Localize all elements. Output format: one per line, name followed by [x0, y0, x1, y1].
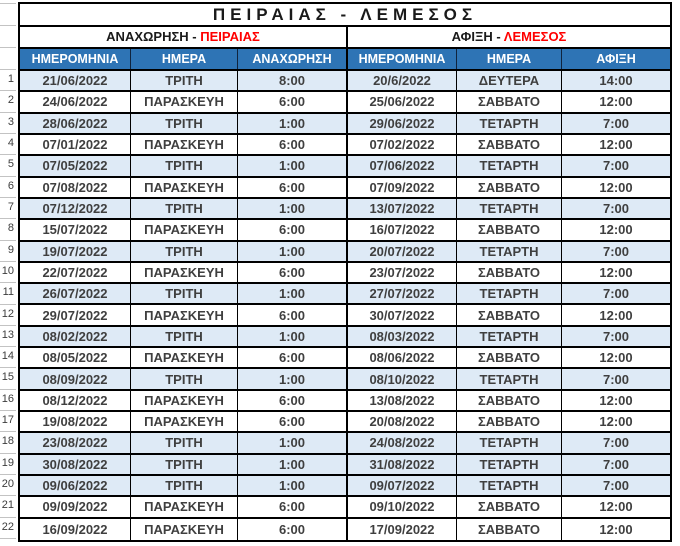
cell-arr-day[interactable]: ΤΕΤΑΡΤΗ — [456, 476, 561, 495]
row-number[interactable]: 16 — [1, 392, 14, 405]
cell-arr-date[interactable]: 30/07/2022 — [346, 305, 456, 324]
cell-dep-day[interactable]: ΠΑΡΑΣΚΕΥΗ — [130, 412, 237, 431]
cell-dep-time[interactable]: 6:00 — [237, 497, 346, 516]
table-row — [20, 327, 670, 348]
cell-dep-time[interactable]: 1:00 — [237, 284, 346, 303]
cell-arr-date[interactable]: 31/08/2022 — [346, 455, 456, 474]
cell-arr-time[interactable]: 12:00 — [561, 92, 670, 111]
cell-dep-day[interactable]: ΠΑΡΑΣΚΕΥΗ — [130, 391, 237, 410]
cell-dep-date[interactable]: 07/12/2022 — [42, 201, 108, 217]
cell-dep-time[interactable]: 6:00 — [237, 348, 346, 367]
gridline-tick — [0, 176, 16, 177]
cell-dep-time[interactable]: 1:00 — [237, 242, 346, 261]
cell-dep-date[interactable]: 09/09/2022 — [42, 499, 108, 515]
table-row — [20, 71, 670, 92]
cell-arr-time[interactable]: 12:00 — [561, 412, 670, 431]
cell-dep-time[interactable]: 8:00 — [237, 71, 346, 90]
cell-arr-day[interactable]: ΤΕΤΑΡΤΗ — [456, 242, 561, 261]
cell-dep-day[interactable]: ΠΑΡΑΣΚΕΥΗ — [130, 497, 237, 516]
cell-arr-date[interactable]: 08/06/2022 — [346, 348, 456, 367]
cell-arr-date[interactable]: 24/08/2022 — [346, 433, 456, 452]
table-row — [20, 348, 670, 369]
gridline-tick — [0, 197, 16, 198]
column-header-row — [20, 49, 670, 71]
cell-arr-day[interactable]: ΣΑΒΒΑΤΟ — [456, 135, 561, 154]
cell-dep-date[interactable]: 08/09/2022 — [42, 371, 108, 387]
table-row — [20, 114, 670, 135]
row-number[interactable]: 19 — [1, 456, 14, 469]
cell-dep-date[interactable]: 30/08/2022 — [42, 456, 108, 472]
row-number[interactable]: 6 — [7, 179, 14, 192]
cell-arr-day[interactable]: ΤΕΤΑΡΤΗ — [456, 114, 561, 133]
cell-arr-date[interactable]: 09/10/2022 — [346, 497, 456, 516]
cell-arr-time[interactable]: 7:00 — [561, 455, 670, 474]
group-header-departure[interactable] — [20, 27, 346, 47]
cell-dep-day[interactable]: ΤΡΙΤΗ — [130, 284, 237, 303]
cell-dep-date[interactable]: 08/02/2022 — [42, 328, 108, 344]
cell-dep-time[interactable]: 1:00 — [237, 433, 346, 452]
gridline-tick — [0, 47, 16, 48]
cell-arr-date[interactable]: 23/07/2022 — [346, 263, 456, 282]
row-number[interactable]: 8 — [7, 222, 14, 235]
table-row — [20, 242, 670, 263]
table-row — [20, 92, 670, 113]
table-row — [20, 135, 670, 156]
cell-dep-date[interactable]: 29/07/2022 — [42, 307, 108, 323]
cell-arr-day[interactable]: ΣΑΒΒΑΤΟ — [456, 497, 561, 516]
table-row — [20, 178, 670, 199]
cell-arr-day[interactable]: ΣΑΒΒΑΤΟ — [456, 220, 561, 239]
table-row — [20, 199, 670, 220]
row-number[interactable]: 14 — [1, 350, 14, 363]
row-number[interactable]: 21 — [1, 499, 14, 512]
gridline-tick — [0, 240, 16, 241]
gridline-tick — [0, 495, 16, 496]
gridline-tick — [0, 538, 16, 539]
cell-arr-time[interactable]: 12:00 — [561, 220, 670, 239]
cell-dep-time[interactable]: 1:00 — [237, 114, 346, 133]
cell-dep-time[interactable]: 1:00 — [237, 327, 346, 346]
cell-arr-day[interactable]: ΣΑΒΒΑΤΟ — [456, 391, 561, 410]
row-number[interactable]: 4 — [7, 136, 14, 149]
cell-dep-date[interactable]: 24/06/2022 — [42, 94, 108, 110]
col-header-arr-day[interactable]: ΗΜΕΡΑ — [456, 49, 561, 69]
table-row — [20, 519, 670, 540]
group-header-row — [20, 27, 670, 49]
table-row — [20, 156, 670, 177]
cell-dep-date[interactable]: 09/06/2022 — [42, 478, 108, 494]
cell-dep-day[interactable]: ΠΑΡΑΣΚΕΥΗ — [130, 348, 237, 367]
cell-dep-day[interactable]: ΤΡΙΤΗ — [130, 327, 237, 346]
cell-dep-day[interactable]: ΤΡΙΤΗ — [130, 242, 237, 261]
cell-dep-time[interactable]: 6:00 — [237, 391, 346, 410]
table-row — [20, 305, 670, 326]
row-number-gutter — [0, 0, 17, 546]
departure-label: ΑΝΑΧΩΡΗΣΗ - — [106, 29, 201, 44]
cell-dep-date[interactable]: 19/07/2022 — [42, 243, 108, 259]
cell-arr-date[interactable]: 20/07/2022 — [346, 242, 456, 261]
cell-arr-day[interactable]: ΣΑΒΒΑΤΟ — [456, 348, 561, 367]
cell-dep-date[interactable]: 26/07/2022 — [42, 286, 108, 302]
cell-dep-date[interactable]: 28/06/2022 — [42, 115, 108, 131]
cell-arr-day[interactable]: ΤΕΤΑΡΤΗ — [456, 327, 561, 346]
table-row — [20, 455, 670, 476]
row-number[interactable]: 5 — [7, 158, 14, 171]
col-header-arr-time[interactable]: ΑΦΙΞΗ — [561, 49, 670, 69]
cell-dep-day[interactable]: ΠΑΡΑΣΚΕΥΗ — [130, 263, 237, 282]
cell-dep-time[interactable]: 6:00 — [237, 92, 346, 111]
row-number[interactable]: 3 — [7, 115, 14, 128]
gridline-tick — [0, 3, 16, 4]
cell-arr-day[interactable]: ΣΑΒΒΑΤΟ — [456, 519, 561, 540]
cell-arr-time[interactable]: 7:00 — [561, 433, 670, 452]
table-row — [20, 497, 670, 518]
gridline-tick — [0, 304, 16, 305]
row-number[interactable]: 22 — [1, 520, 14, 533]
cell-dep-day[interactable]: ΠΑΡΑΣΚΕΥΗ — [130, 220, 237, 239]
cell-dep-date[interactable]: 22/07/2022 — [42, 264, 108, 280]
cell-arr-date[interactable]: 07/09/2022 — [346, 178, 456, 197]
cell-arr-time[interactable]: 12:00 — [561, 305, 670, 324]
cell-arr-date[interactable]: 13/08/2022 — [346, 391, 456, 410]
cell-arr-day[interactable]: ΤΕΤΑΡΤΗ — [456, 199, 561, 218]
cell-dep-time[interactable]: 6:00 — [237, 263, 346, 282]
cell-arr-date[interactable]: 25/06/2022 — [346, 92, 456, 111]
cell-dep-time[interactable]: 6:00 — [237, 178, 346, 197]
cell-dep-day[interactable]: ΠΑΡΑΣΚΕΥΗ — [130, 178, 237, 197]
row-number[interactable]: 11 — [2, 286, 14, 299]
cell-arr-day[interactable]: ΣΑΒΒΑΤΟ — [456, 178, 561, 197]
gridline-tick — [0, 367, 16, 368]
cell-dep-time[interactable]: 6:00 — [237, 305, 346, 324]
table-row — [20, 412, 670, 433]
cell-dep-date[interactable]: 16/09/2022 — [42, 521, 108, 537]
table-row — [20, 433, 670, 454]
cell-arr-time[interactable]: 12:00 — [561, 391, 670, 410]
col-header-dep-date[interactable]: ΗΜΕΡΟΜΗΝΙΑ — [20, 49, 130, 69]
cell-arr-time[interactable]: 7:00 — [561, 284, 670, 303]
cell-arr-time[interactable]: 7:00 — [561, 476, 670, 495]
cell-arr-time[interactable]: 12:00 — [561, 348, 670, 367]
cell-arr-time[interactable]: 14:00 — [561, 71, 670, 90]
cell-dep-day[interactable]: ΠΑΡΑΣΚΕΥΗ — [130, 92, 237, 111]
cell-arr-time[interactable]: 7:00 — [561, 199, 670, 218]
arrival-label: ΑΦΙΞΗ - — [451, 29, 504, 44]
cell-arr-date[interactable]: 16/07/2022 — [346, 220, 456, 239]
col-header-arr-date[interactable]: ΗΜΕΡΟΜΗΝΙΑ — [346, 49, 456, 69]
row-number[interactable]: 9 — [7, 243, 14, 256]
cell-arr-time[interactable]: 12:00 — [561, 263, 670, 282]
row-number[interactable]: 17 — [1, 414, 14, 427]
gridline-tick — [0, 112, 16, 113]
row-number[interactable]: 2 — [7, 94, 14, 107]
cell-arr-day[interactable]: ΣΑΒΒΑΤΟ — [456, 263, 561, 282]
gridline-tick — [0, 410, 16, 411]
arrival-city: ΛΕΜΕΣΟΣ — [503, 29, 567, 44]
cell-arr-day[interactable]: ΤΕΤΑΡΤΗ — [456, 284, 561, 303]
cell-dep-date[interactable]: 15/07/2022 — [42, 222, 108, 238]
cell-arr-time[interactable]: 7:00 — [561, 156, 670, 175]
departure-city: ΠΕΙΡΑΙΑΣ — [200, 29, 260, 44]
gridline-tick — [0, 218, 16, 219]
row-number[interactable]: 12 — [1, 307, 14, 320]
row-number[interactable]: 18 — [1, 435, 14, 448]
row-number[interactable]: 13 — [1, 328, 14, 341]
cell-dep-day[interactable]: ΤΡΙΤΗ — [130, 156, 237, 175]
cell-arr-time[interactable]: 7:00 — [561, 327, 670, 346]
cell-arr-date[interactable]: 08/03/2022 — [346, 327, 456, 346]
cell-dep-time[interactable]: 1:00 — [237, 156, 346, 175]
cell-dep-date[interactable]: 23/08/2022 — [42, 435, 108, 451]
cell-arr-day[interactable]: ΤΕΤΑΡΤΗ — [456, 369, 561, 388]
cell-dep-day[interactable]: ΤΡΙΤΗ — [130, 369, 237, 388]
cell-dep-date[interactable]: 07/05/2022 — [42, 158, 108, 174]
cell-arr-date[interactable]: 20/08/2022 — [346, 412, 456, 431]
gridline-tick — [0, 25, 16, 26]
gridline-tick — [0, 453, 16, 454]
cell-dep-time[interactable]: 1:00 — [237, 455, 346, 474]
cell-dep-time[interactable]: 1:00 — [237, 199, 346, 218]
cell-arr-day[interactable]: ΔΕΥΤΕΡΑ — [456, 71, 561, 90]
gridline-tick — [0, 346, 16, 347]
cell-arr-time[interactable]: 12:00 — [561, 519, 670, 540]
col-header-dep-time[interactable]: ΑΝΑΧΩΡΗΣΗ — [237, 49, 346, 69]
cell-dep-day[interactable]: ΤΡΙΤΗ — [130, 199, 237, 218]
cell-arr-time[interactable]: 7:00 — [561, 114, 670, 133]
cell-dep-day[interactable]: ΠΑΡΑΣΚΕΥΗ — [130, 305, 237, 324]
cell-arr-day[interactable]: ΤΕΤΑΡΤΗ — [456, 433, 561, 452]
cell-arr-time[interactable]: 7:00 — [561, 242, 670, 261]
row-number[interactable]: 10 — [1, 264, 14, 277]
cell-dep-time[interactable]: 6:00 — [237, 135, 346, 154]
schedule-table — [18, 2, 672, 542]
gridline-tick — [0, 431, 16, 432]
row-number[interactable]: 7 — [7, 200, 14, 213]
cell-arr-day[interactable]: ΣΑΒΒΑΤΟ — [456, 305, 561, 324]
table-body — [20, 71, 670, 540]
gridline-tick — [0, 154, 16, 155]
table-row — [20, 391, 670, 412]
cell-dep-time[interactable]: 6:00 — [237, 220, 346, 239]
cell-dep-day[interactable]: ΠΑΡΑΣΚΕΥΗ — [130, 135, 237, 154]
cell-dep-date[interactable]: 08/12/2022 — [42, 392, 108, 408]
gridline-tick — [0, 69, 16, 70]
cell-dep-day[interactable]: ΤΡΙΤΗ — [130, 114, 237, 133]
gridline-tick — [0, 474, 16, 475]
cell-dep-time[interactable]: 6:00 — [237, 412, 346, 431]
cell-arr-time[interactable]: 12:00 — [561, 178, 670, 197]
cell-dep-day[interactable]: ΤΡΙΤΗ — [130, 71, 237, 90]
cell-arr-date[interactable]: 29/06/2022 — [346, 114, 456, 133]
table-row — [20, 369, 670, 390]
cell-arr-day[interactable]: ΣΑΒΒΑΤΟ — [456, 92, 561, 111]
cell-arr-date[interactable]: 17/09/2022 — [346, 519, 456, 540]
cell-arr-day[interactable]: ΤΕΤΑΡΤΗ — [456, 455, 561, 474]
table-row — [20, 476, 670, 497]
gridline-tick — [0, 90, 16, 91]
cell-dep-date[interactable]: 08/05/2022 — [42, 350, 108, 366]
cell-dep-date[interactable]: 21/06/2022 — [42, 73, 108, 89]
cell-arr-date[interactable]: 09/07/2022 — [346, 476, 456, 495]
cell-arr-time[interactable]: 12:00 — [561, 135, 670, 154]
cell-dep-date[interactable]: 19/08/2022 — [42, 414, 108, 430]
cell-dep-time[interactable]: 6:00 — [237, 519, 346, 540]
cell-arr-date[interactable]: 20/6/2022 — [346, 71, 456, 90]
cell-dep-date[interactable]: 07/01/2022 — [42, 137, 108, 153]
cell-dep-day[interactable]: ΤΡΙΤΗ — [130, 433, 237, 452]
cell-arr-time[interactable]: 12:00 — [561, 497, 670, 516]
gridline-tick — [0, 133, 16, 134]
cell-arr-day[interactable]: ΤΕΤΑΡΤΗ — [456, 156, 561, 175]
cell-arr-date[interactable]: 27/07/2022 — [346, 284, 456, 303]
gridline-tick — [0, 389, 16, 390]
cell-arr-date[interactable]: 07/06/2022 — [346, 156, 456, 175]
table-row — [20, 263, 670, 284]
gridline-tick — [0, 261, 16, 262]
row-number[interactable]: 20 — [1, 478, 14, 491]
cell-dep-time[interactable]: 1:00 — [237, 476, 346, 495]
cell-arr-date[interactable]: 08/10/2022 — [346, 369, 456, 388]
cell-dep-time[interactable]: 1:00 — [237, 369, 346, 388]
cell-arr-date[interactable]: 07/02/2022 — [346, 135, 456, 154]
cell-arr-day[interactable]: ΣΑΒΒΑΤΟ — [456, 412, 561, 431]
row-number[interactable]: 15 — [1, 371, 14, 384]
gridline-tick — [0, 517, 16, 518]
gridline-tick — [0, 325, 16, 326]
cell-dep-day[interactable]: ΤΡΙΤΗ — [130, 455, 237, 474]
group-header-arrival[interactable] — [346, 27, 670, 47]
cell-dep-date[interactable]: 07/08/2022 — [42, 179, 108, 195]
cell-dep-day[interactable]: ΠΑΡΑΣΚΕΥΗ — [130, 519, 237, 540]
cell-arr-time[interactable]: 7:00 — [561, 369, 670, 388]
table-title: ΠΕΙΡΑΙΑΣ - ΛΕΜΕΣΟΣ — [20, 4, 670, 27]
cell-arr-date[interactable]: 13/07/2022 — [346, 199, 456, 218]
row-number[interactable]: 1 — [7, 73, 14, 85]
table-row — [20, 284, 670, 305]
cell-dep-day[interactable]: ΤΡΙΤΗ — [130, 476, 237, 495]
gridline-tick — [0, 282, 16, 283]
col-header-dep-day[interactable]: ΗΜΕΡΑ — [130, 49, 237, 69]
table-row — [20, 220, 670, 241]
